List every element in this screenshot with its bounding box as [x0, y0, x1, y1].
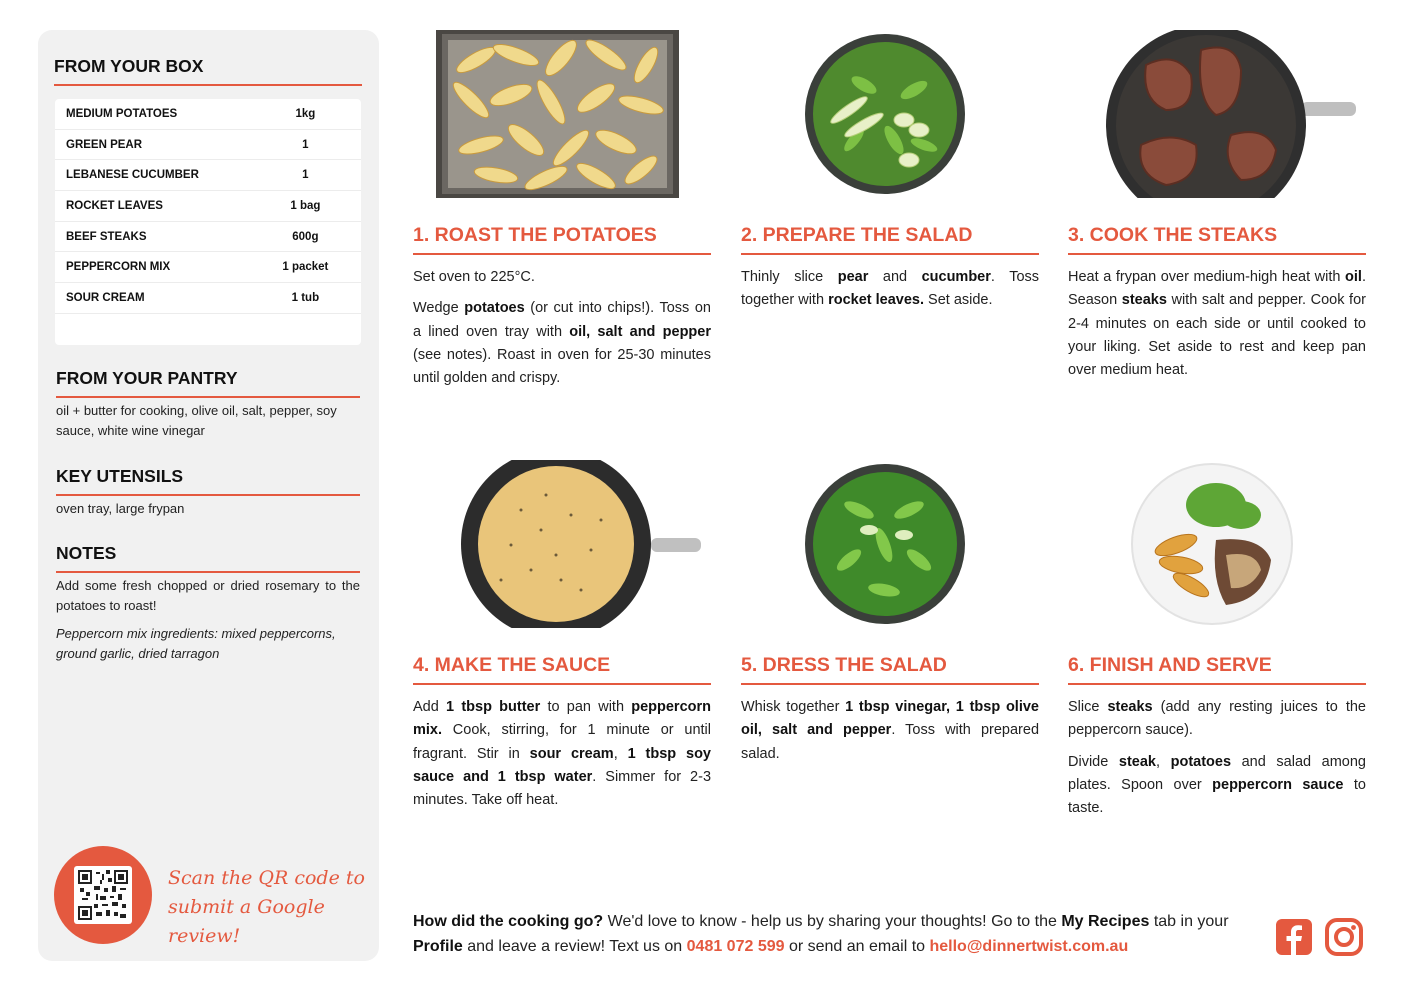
step-3-title: 3. COOK THE STEAKS	[1068, 224, 1366, 255]
step-1-instructions	[413, 266, 711, 398]
ingredient-row	[55, 222, 361, 253]
my-recipes-label: My Recipes	[1061, 913, 1150, 930]
facebook-icon[interactable]	[1275, 918, 1313, 956]
step-6-text: Divide steak, potatoes and salad among plates. Spoon over peppercorn sauce to taste.	[1068, 753, 1366, 817]
roasted-potatoes-photo	[436, 30, 679, 198]
ingredient-qty: 1	[302, 138, 309, 151]
notes-text: Add some fresh chopped or dried rosemary to the potatoes to roast!	[56, 578, 360, 613]
ingredient-qty: 1 tub	[291, 291, 320, 304]
ingredient-name: SOUR CREAM	[66, 291, 145, 304]
step-5-title: 5. DRESS THE SALAD	[741, 654, 1039, 685]
step-4-text: Add 1 tbsp butter to pan with peppercorn mix. Cook, stirring, for 1 minute or until fragrant. Stir in sour cream, 1 tbsp soy sauce and 1 tbsp water. Simmer for 2-3 minutes. Take off heat.	[413, 699, 712, 809]
qr-review-prompt	[168, 864, 368, 951]
ingredient-name: ROCKET LEAVES	[66, 199, 163, 212]
phone-number-link[interactable]: 0481 072 599	[686, 938, 785, 955]
pantry-title: FROM YOUR PANTRY	[56, 368, 360, 398]
notes-ingredients-note: Peppercorn mix ingredients: mixed peppercorns, ground garlic, dried tarragon	[56, 626, 336, 661]
steaks-in-pan-photo	[1101, 30, 1356, 198]
step-1-text: Wedge potatoes (or cut into chips!). Toss on a lined oven tray with oil, salt and pepper (see notes). Roast in oven for 25-30 minutes until golden and crispy.	[413, 300, 711, 387]
ingredient-qty: 1kg	[295, 107, 316, 120]
ingredient-qty: 1 packet	[282, 261, 329, 274]
step-2-title: 2. PREPARE THE SALAD	[741, 224, 1039, 255]
ingredient-table	[55, 99, 361, 345]
instagram-icon[interactable]	[1325, 918, 1363, 956]
ingredient-qty: 1	[302, 169, 309, 182]
step-2-instructions	[741, 266, 1039, 321]
sidebar-panel	[38, 30, 379, 961]
ingredient-qty: 600g	[292, 230, 319, 243]
ingredient-qty: 1 bag	[290, 199, 321, 212]
step-1-text: Set oven to 225°C.	[413, 269, 535, 285]
ingredient-name: PEPPERCORN MIX	[66, 261, 171, 274]
notes-title: NOTES	[56, 543, 360, 573]
qr-badge[interactable]	[54, 846, 152, 944]
utensils-title: KEY UTENSILS	[56, 466, 360, 496]
ingredient-row	[55, 99, 361, 130]
email-link[interactable]: hello@dinnertwist.com.au	[929, 938, 1129, 955]
step-5-instructions	[741, 696, 1039, 774]
step-4-instructions	[413, 696, 711, 820]
step-2-text: Thinly slice pear and cucumber. Toss together with rocket leaves. Set aside.	[741, 269, 1040, 309]
step-1-title: 1. ROAST THE POTATOES	[413, 224, 711, 255]
step-3-instructions	[1068, 266, 1366, 390]
profile-label: Profile	[413, 938, 463, 955]
feedback-heading: How did the cooking go?	[413, 913, 604, 930]
salad-bowl-photo	[804, 30, 966, 198]
step-4-title: 4. MAKE THE SAUCE	[413, 654, 711, 685]
qr-review-line: submit a Google review!	[168, 896, 325, 947]
step-3-text: Heat a frypan over medium-high heat with oil. Season steaks with salt and pepper. Cook for 2-4 minutes on each side or until cooked to your liking. Set aside to rest and keep pan over medium heat.	[1068, 269, 1366, 379]
ingredient-name: LEBANESE CUCUMBER	[66, 169, 199, 182]
ingredient-row	[55, 191, 361, 222]
ingredient-row	[55, 252, 361, 283]
ingredient-row	[55, 160, 361, 191]
step-6-text: Slice steaks (add any resting juices to the peppercorn sauce).	[1068, 699, 1366, 739]
step-6-title: 6. FINISH AND SERVE	[1068, 654, 1366, 685]
ingredient-name: MEDIUM POTATOES	[66, 107, 178, 120]
qr-code-icon[interactable]	[74, 866, 132, 924]
step-5-text: Whisk together 1 tbsp vinegar, 1 tbsp olive oil, salt and pepper. Toss with prepared salad.	[741, 699, 1040, 762]
ingredient-row	[55, 130, 361, 161]
qr-review-line: Scan the QR code to	[168, 867, 365, 889]
ingredient-name: BEEF STEAKS	[66, 230, 147, 243]
utensils-text: oven tray, large frypan	[56, 501, 185, 516]
step-6-instructions	[1068, 696, 1366, 828]
peppercorn-sauce-pan-photo	[461, 460, 701, 628]
plated-dish-photo	[1131, 460, 1294, 628]
pantry-text: oil + butter for cooking, olive oil, salt, pepper, soy sauce, white wine vinegar	[56, 403, 337, 438]
from-your-box-title: FROM YOUR BOX	[54, 56, 362, 86]
ingredient-name: GREEN PEAR	[66, 138, 143, 151]
dressed-salad-bowl-photo	[804, 460, 967, 628]
ingredient-row	[55, 283, 361, 314]
feedback-footer: How did the cooking go? We'd love to know - help us by sharing your thoughts! Go to the My Recipes tab in your Profile and leave a review! Text us on 0481 072 599 or send an email to hello@dinnertwist.com.au	[413, 913, 1229, 955]
